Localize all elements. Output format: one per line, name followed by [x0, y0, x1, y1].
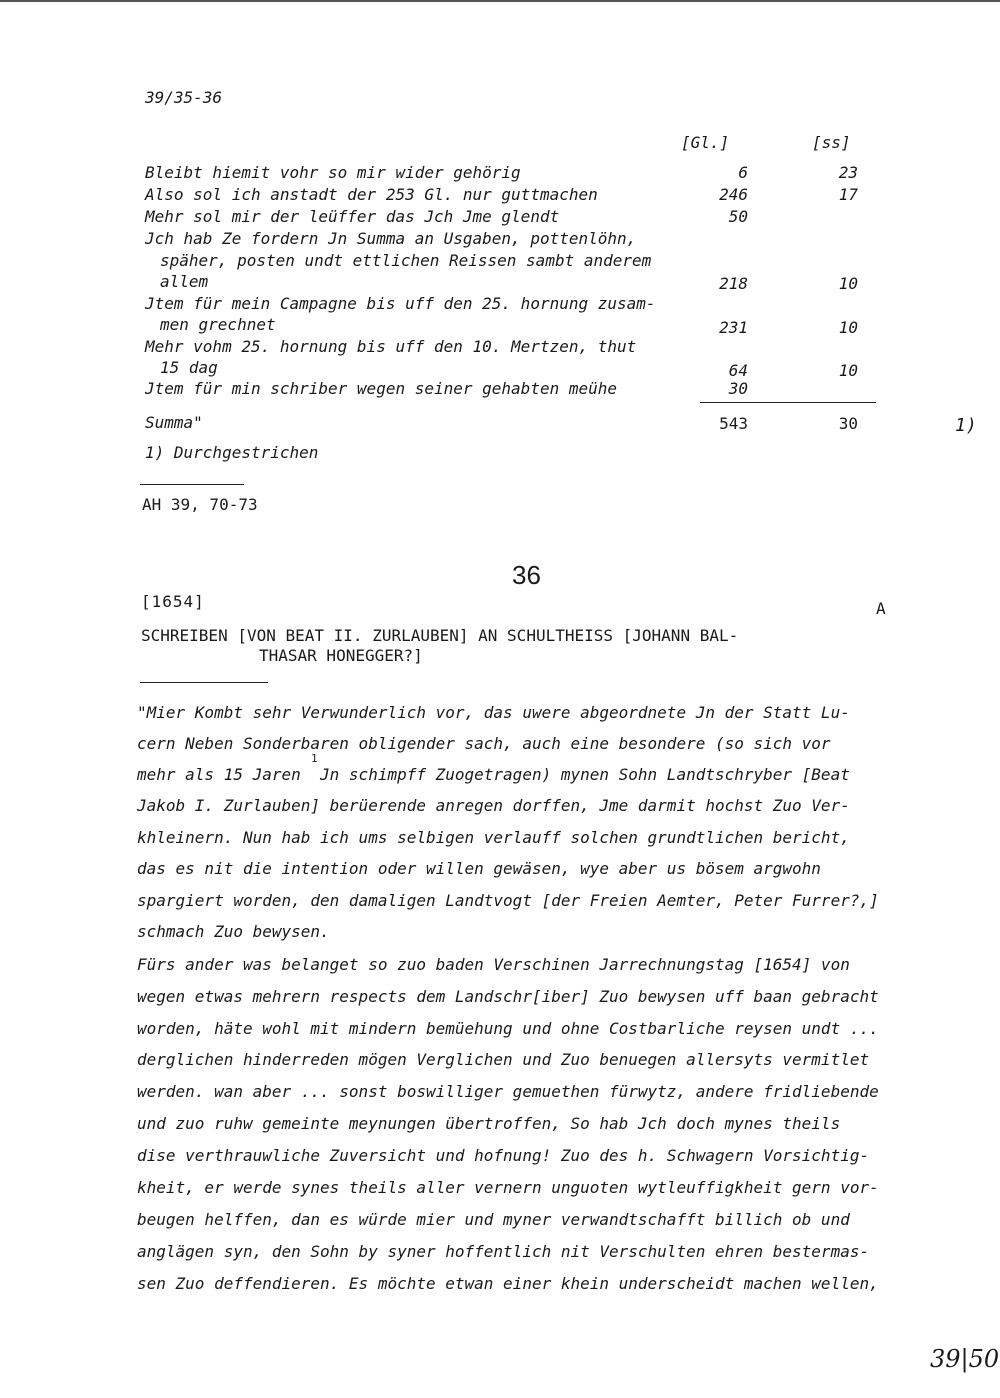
summa-gl: 543 [719, 414, 748, 433]
scan-edge [0, 0, 1000, 2]
letter-line-17: beugen helffen, dan es würde mier und myner verwandtschafft billich ob und [137, 1210, 850, 1229]
account-row-6-line-1: Mehr vohm 25. hornung bis uff den 10. Mertzen, thut [145, 337, 637, 356]
account-row-4-line-1: Jch hab Ze fordern Jn Summa an Usgaben, pottenlöhn, [145, 229, 637, 248]
account-row-3-gl: 50 [728, 207, 748, 226]
letter-line-1: "Mier Kombt sehr Verwunderlich vor, das uwere abgeordnete Jn der Statt Lu- [137, 703, 850, 722]
account-row-5-gl: 231 [719, 318, 748, 337]
letter-line-13: werden. wan aber ... sonst boswilliger gemuethen fürwytz, andere fridliebende [137, 1082, 879, 1101]
account-row-2: Also sol ich anstadt der 253 Gl. nur guttmachen [145, 185, 598, 204]
account-row-4-line-2: späher, posten undt ettlichen Reissen sambt anderem [160, 251, 652, 270]
letter-line-4: Jakob I. Zurlauben] berüerende anregen dorffen, Jme darmit hochst Zuo Ver- [137, 796, 850, 815]
margin-mark: 1) [955, 415, 977, 436]
source-reference: AH 39, 70-73 [142, 495, 258, 514]
column-header-gulden: [Gl.] [681, 133, 730, 152]
archive-reference: 39/35-36 [145, 88, 223, 107]
account-row-1-gl: 6 [738, 163, 748, 182]
account-row-2-gl: 246 [719, 185, 748, 204]
letter-line-19: sen Zuo deffendieren. Es möchte etwan einer khein underscheidt machen wellen, [137, 1274, 879, 1293]
account-row-6-gl: 64 [728, 361, 748, 380]
account-row-4-gl: 218 [719, 274, 748, 293]
account-row-5-ss: 10 [838, 318, 858, 337]
document-title-line-2: THASAR HONEGGER?] [259, 646, 423, 665]
summa-ss: 30 [838, 414, 858, 433]
letter-line-8: schmach Zuo bewysen. [137, 922, 330, 941]
letter-line-14: und zuo ruhw gemeinte meynungen übertroffen, So hab Jch doch mynes theils [137, 1114, 841, 1133]
letter-line-6: das es nit die intention oder willen gewäsen, wye aber us bösem argwohn [137, 859, 821, 878]
letter-line-18: anglägen syn, den Sohn by syner hoffentlich nit Verschulten ehren bestermas- [137, 1242, 870, 1261]
letter-line-16: kheit, er werde synes theils aller vernern unguoten wytleuffigkheit gern vor- [137, 1178, 879, 1197]
letter-line-9: Fürs ander was belanget so zuo baden Verschinen Jarrechnungstag [1654] von [137, 955, 850, 974]
account-row-4-line-3: allem [160, 272, 209, 291]
footnote: 1) Durchgestrichen [145, 443, 319, 462]
letter-line-15: dise verthrauwliche Zuversicht und hofnung! Zuo des h. Schwagern Vorsichtig- [137, 1146, 870, 1165]
letter-line-2: cern Neben Sonderbaren obligender sach, auch eine besondere (so sich vor [137, 734, 831, 753]
account-row-7: Jtem für min schriber wegen seiner gehabten meühe [145, 379, 618, 398]
document-date: [1654] [141, 592, 205, 611]
account-row-7-gl: 30 [728, 379, 748, 398]
letter-line-10: wegen etwas mehrern respects dem Landschr[iber] Zuo bewysen uff baan gebracht [137, 987, 879, 1006]
letter-line-3: mehr als 15 Jaren Jn schimpff Zuogetragen) mynen Sohn Landtschryber [Beat [137, 765, 850, 784]
account-row-1-ss: 23 [838, 163, 858, 182]
letter-line-11: worden, häte wohl mit mindern bemüehung und ohne Costbarliche reysen undt ... [137, 1019, 879, 1038]
account-row-5-line-1: Jtem für mein Campagne bis uff den 25. hornung zusam- [145, 294, 656, 313]
sum-rule [700, 402, 876, 403]
account-row-6-line-2: 15 dag [160, 358, 218, 377]
document-title-line-1: SCHREIBEN [VON BEAT II. ZURLAUBEN] AN SCHULTHEISS [JOHANN BAL- [141, 626, 739, 645]
letter-line-5: khleinern. Nun hab ich ums selbigen verlauff solchen grundtlichen bericht, [137, 828, 850, 847]
account-row-5-line-2: men grechnet [160, 315, 276, 334]
account-row-4-ss: 10 [838, 274, 858, 293]
column-header-schilling: [ss] [812, 133, 851, 152]
account-row-3: Mehr sol mir der leüffer das Jch Jme glendt [145, 207, 560, 226]
section-rule [140, 484, 244, 485]
page-stamp: 39|50 [930, 1345, 1000, 1373]
letter-footnote-mark: 1 [311, 752, 318, 765]
document-letter: A [876, 599, 886, 618]
account-row-1: Bleibt hiemit vohr so mir wider gehörig [145, 163, 521, 182]
letter-line-7: spargiert worden, den damaligen Landtvogt [der Freien Aemter, Peter Furrer?,] [137, 891, 879, 910]
account-row-6-ss: 10 [838, 361, 858, 380]
account-row-2-ss: 17 [838, 185, 858, 204]
document-number: 36 [512, 560, 541, 590]
letter-line-12: derglichen hinderreden mögen Verglichen und Zuo benuegen allersyts vermitlet [137, 1050, 870, 1069]
title-rule [140, 682, 268, 683]
summa-label: Summa" [145, 413, 203, 432]
